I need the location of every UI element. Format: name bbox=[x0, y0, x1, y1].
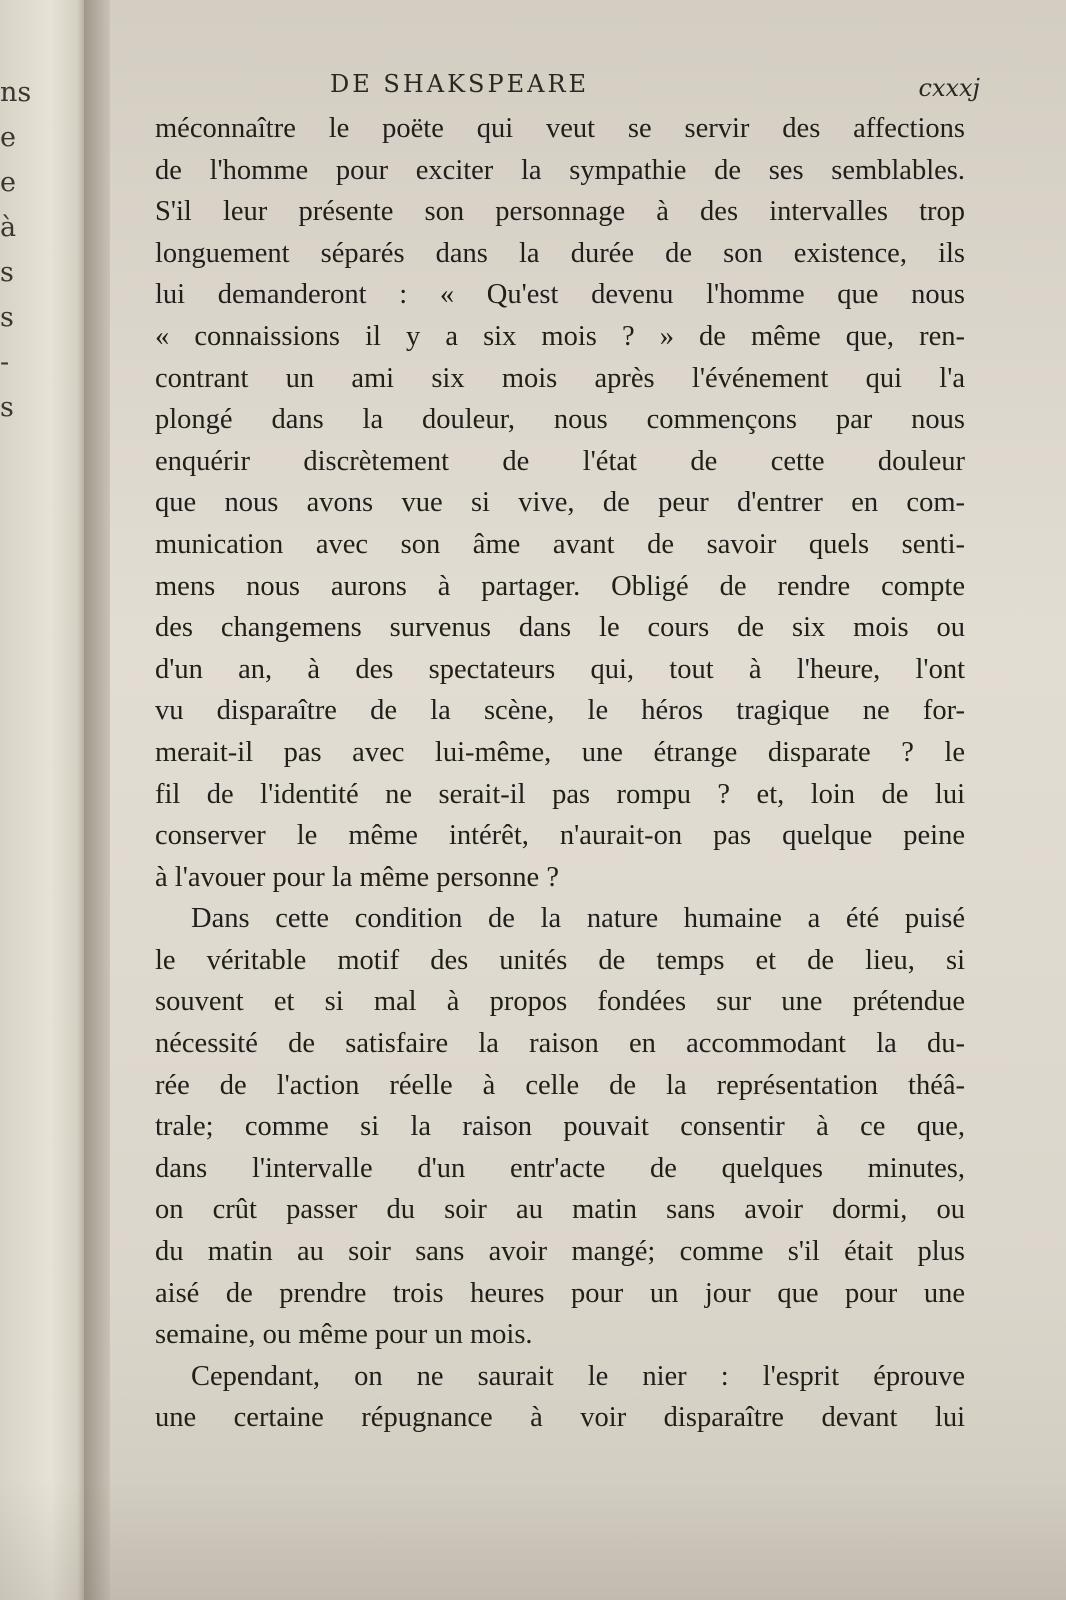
text-line: des changemens survenus dans le cours de six mois ou bbox=[155, 612, 965, 644]
text-line: nécessité de satisfaire la raison en accommodant la du- bbox=[155, 1028, 965, 1060]
text-line: munication avec son âme avant de savoir quels senti- bbox=[155, 528, 965, 560]
text-line: aisé de prendre trois heures pour un jour que pour une bbox=[155, 1277, 965, 1309]
paragraph-first-line: Cependant, on ne saurait le nier : l'esprit éprouve bbox=[191, 1360, 965, 1392]
text-line: on crût passer du soir au matin sans avoir dormi, ou bbox=[155, 1194, 965, 1226]
fragment: s bbox=[0, 302, 14, 333]
text-line: une certaine répugnance à voir disparaître devant lui bbox=[155, 1402, 965, 1434]
page-number: cxxxj bbox=[918, 74, 980, 102]
fragment: e bbox=[0, 122, 16, 153]
text-line: merait-il pas avec lui-même, une étrange disparate ? le bbox=[155, 736, 965, 768]
text-line: enquérir discrètement de l'état de cette douleur bbox=[155, 445, 965, 477]
facing-page-text-fragments bbox=[0, 70, 40, 430]
running-head bbox=[330, 70, 980, 110]
fragment: s bbox=[0, 392, 14, 423]
text-line: lui demanderont : « Qu'est devenu l'homme que nous bbox=[155, 279, 965, 311]
text-line: vu disparaître de la scène, le héros tragique ne for- bbox=[155, 695, 965, 727]
text-line: d'un an, à des spectateurs qui, tout à l'heure, l'ont bbox=[155, 653, 965, 685]
text-line: le véritable motif des unités de temps et de lieu, si bbox=[155, 944, 965, 976]
paragraph-end-line: à l'avouer pour la même personne ? bbox=[155, 861, 559, 893]
text-line: longuement séparés dans la durée de son existence, ils bbox=[155, 237, 965, 269]
text-line: fil de l'identité ne serait-il pas rompu ? et, loin de lui bbox=[155, 778, 965, 810]
text-line: conserver le même intérêt, n'aurait-on pas quelque peine bbox=[155, 820, 965, 852]
paragraph-end-line: semaine, ou même pour un mois. bbox=[155, 1319, 533, 1351]
fragment: s bbox=[0, 257, 14, 288]
fragment: ns bbox=[0, 77, 32, 108]
text-line: « connaissions il y a six mois ? » de même que, ren- bbox=[155, 320, 965, 352]
fragment: à bbox=[0, 212, 17, 243]
text-line: que nous avons vue si vive, de peur d'entrer en com- bbox=[155, 487, 965, 519]
text-line: mens nous aurons à partager. Obligé de rendre compte bbox=[155, 570, 965, 602]
paragraph-first-line: Dans cette condition de la nature humaine a été puisé bbox=[191, 903, 965, 935]
fragment: - bbox=[0, 347, 10, 378]
text-line: contrant un ami six mois après l'événement qui l'a bbox=[155, 362, 965, 394]
text-line: souvent et si mal à propos fondées sur une prétendue bbox=[155, 986, 965, 1018]
text-line: méconnaître le poëte qui veut se servir des affections bbox=[155, 113, 965, 144]
text-line: de l'homme pour exciter la sympathie de ses semblables. bbox=[155, 154, 965, 186]
facing-page-edge bbox=[0, 0, 84, 1600]
text-line: trale; comme si la raison pouvait consentir à ce que, bbox=[155, 1111, 965, 1143]
fragment: e bbox=[0, 167, 16, 198]
running-title: DE SHAKSPEARE bbox=[330, 70, 590, 98]
text-line: S'il leur présente son personnage à des intervalles trop bbox=[155, 196, 965, 228]
text-line: plongé dans la douleur, nous commençons par nous bbox=[155, 404, 965, 436]
body-text bbox=[155, 108, 965, 1439]
text-line: du matin au soir sans avoir mangé; comme s'il était plus bbox=[155, 1236, 965, 1268]
text-line: dans l'intervalle d'un entr'acte de quelques minutes, bbox=[155, 1152, 965, 1184]
text-line: rée de l'action réelle à celle de la représentation théâ- bbox=[155, 1069, 965, 1101]
